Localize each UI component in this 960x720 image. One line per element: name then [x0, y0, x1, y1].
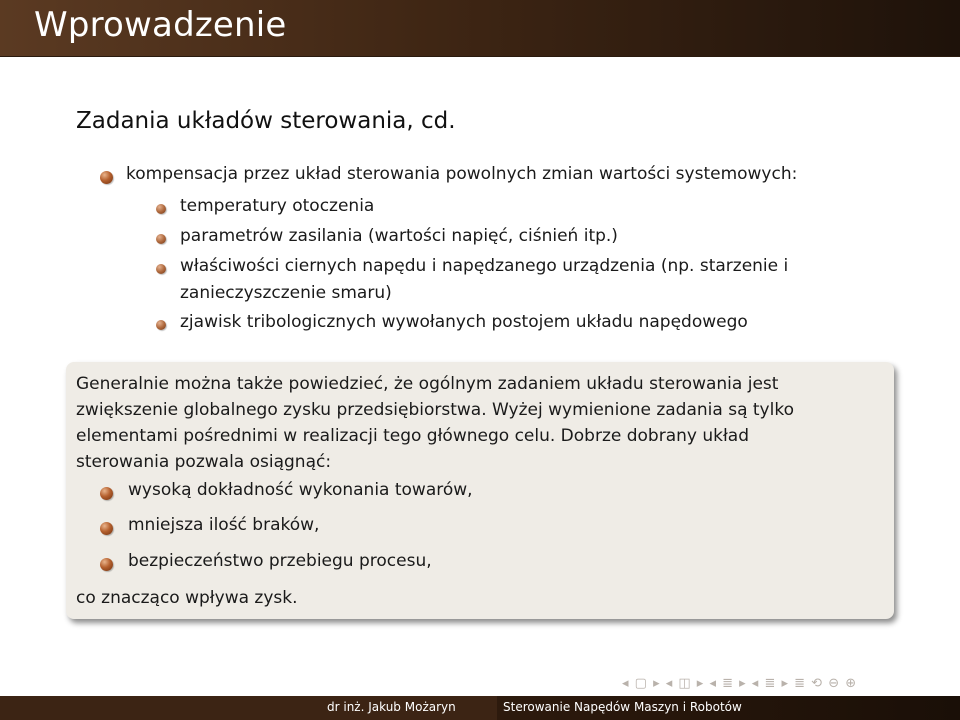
sub-item-temperature: temperatury otoczenia [180, 196, 375, 216]
slide-title: Wprowadzenie [34, 5, 287, 45]
bullet-icon [100, 171, 113, 184]
block-list-item: wysoką dokładność wykonania towarów, [128, 480, 473, 500]
sub-item-tribology: zjawisk tribologicznych wywołanych postojem układu napędowego [180, 312, 748, 332]
sub-item-friction: właściwości ciernych napędu i napędzanego urządzenia (np. starzenie i [180, 256, 789, 276]
bullet-icon [100, 487, 113, 500]
sub-bullet-icon [156, 320, 166, 330]
list-item-compensation: kompensacja przez układ sterowania powolnych zmian wartości systemowych: [126, 164, 798, 184]
sub-bullet-icon [156, 264, 166, 274]
summary-block [66, 362, 894, 619]
sub-item-friction-cont: zanieczyszczenie smaru) [180, 283, 392, 303]
footer-bar [0, 696, 960, 720]
sub-bullet-icon [156, 204, 166, 214]
bullet-icon [100, 558, 113, 571]
block-text-line: zwiększenie globalnego zysku przedsiębiorstwa. Wyżej wymienione zadania są tylko [76, 400, 794, 420]
navigation-controls[interactable]: ◂ ▢ ▸ ◂ ◫ ▸ ◂ ≣ ▸ ◂ ≣ ▸ ≣ ⟲ ⊖ ⊕ [622, 676, 858, 691]
slide-subtitle: Zadania układów sterowania, cd. [76, 108, 456, 134]
sub-bullet-icon [156, 234, 166, 244]
sub-item-supply: parametrów zasilania (wartości napięć, ciśnień itp.) [180, 226, 618, 246]
block-closing-text: co znacząco wpływa zysk. [76, 588, 298, 608]
block-text-line: elementami pośrednimi w realizacji tego głównego celu. Dobrze dobrany układ [76, 426, 750, 446]
footer-author: dr inż. Jakub Możaryn [327, 700, 456, 714]
bullet-icon [100, 522, 113, 535]
block-list-item: bezpieczeństwo przebiegu procesu, [128, 551, 432, 571]
title-bar [0, 0, 960, 57]
block-list-item: mniejsza ilość braków, [128, 515, 320, 535]
footer-course: Sterowanie Napędów Maszyn i Robotów [503, 700, 742, 714]
block-text-line: sterowania pozwala osiągnąć: [76, 452, 332, 472]
block-text-line: Generalnie można także powiedzieć, że ogólnym zadaniem układu sterowania jest [76, 374, 779, 394]
